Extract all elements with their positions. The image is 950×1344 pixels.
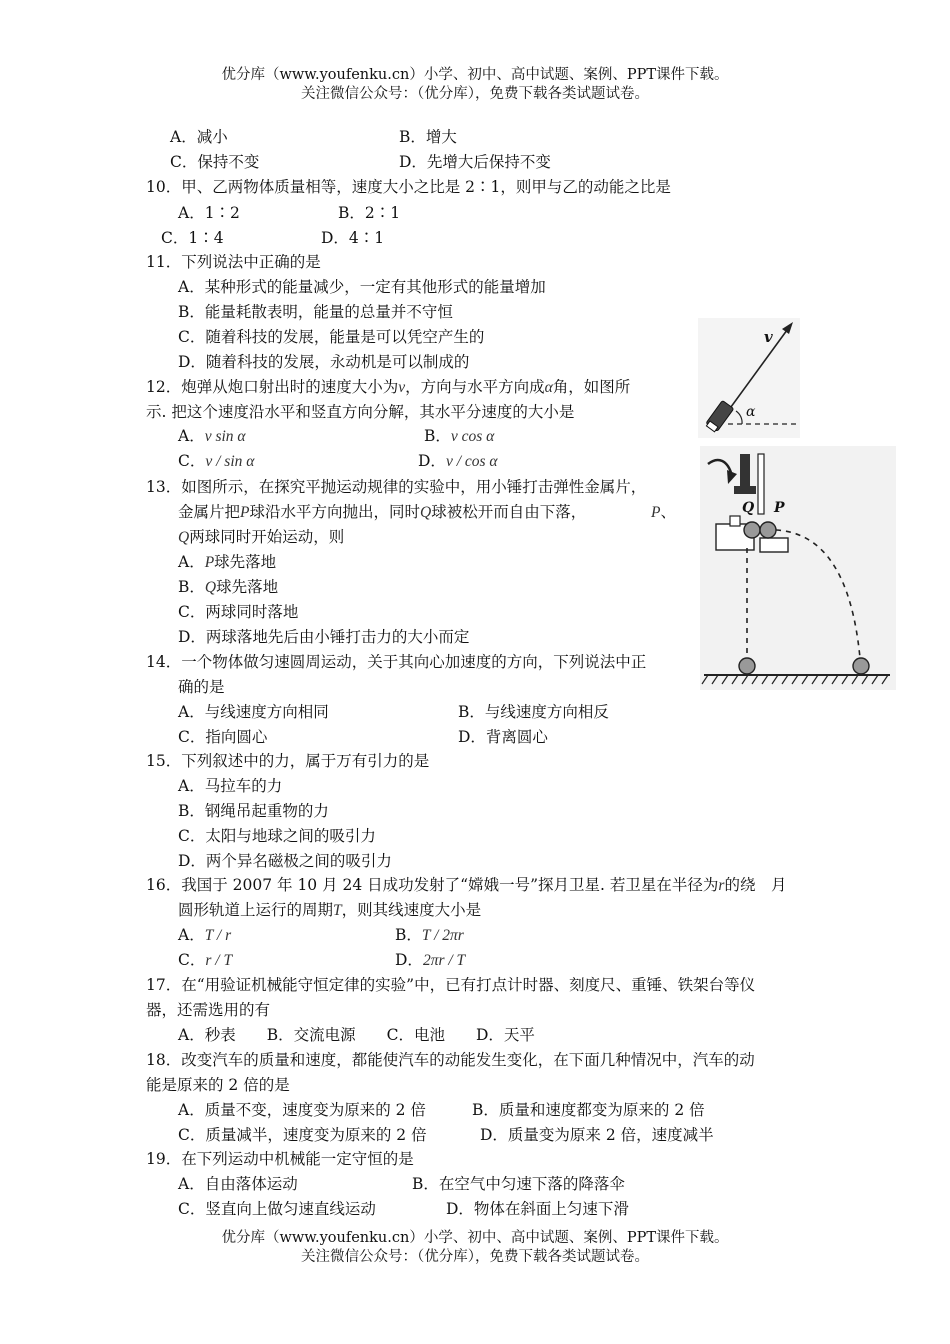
q15-option-c: C．太阳与地球之间的吸引力 [178,827,376,845]
q16-stem-part4: ，则其线速度大小是 [341,901,482,919]
q12-option-b-math: v cos α [450,428,495,445]
q16-option-a [178,925,231,946]
q12-stem-part2: ，方向与水平方向成 [405,378,545,396]
q12-option-d-math: v / cos α [445,453,498,470]
footer-line-2: 关注微信公众号：（优分库），免费下载各类试题试卷。 [301,1249,649,1265]
footer-line-1: 优分库（www.youfenku.cn）小学、初中、高中试题、案例、PPT课件下载。 [221,1230,729,1246]
q13-option-c: C．两球同时落地 [178,603,299,621]
ball-p-icon [760,522,776,538]
q16-option-b-label: B． [395,926,422,944]
figure-background [700,446,896,690]
q13-option-b-var: Q [204,579,217,596]
q9-option-b: B．增大 [399,128,457,146]
q16-option-c-math: r / T [205,952,233,969]
q16-option-c [178,950,232,971]
q16-var-r: r [718,877,725,894]
q14-option-d: D．背离圆心 [458,728,548,746]
q10-option-a: A．1∶2 [178,204,240,222]
q18-option-d: D．质量变为原来 2 倍，速度减半 [480,1126,714,1144]
q13-option-a-var: P [204,554,215,571]
q19-stem: 19．在下列运动中机械能一定守恒的是 [146,1150,414,1168]
q16-option-c-label: C． [178,951,206,969]
q19-option-c: C．竖直向上做匀速直线运动 [178,1200,376,1218]
q10-option-b: B．2∶1 [338,204,401,222]
q13-option-a-label: A． [178,553,205,571]
q13-option-b [178,577,278,598]
support-stand-right [760,538,788,552]
q10-option-d: D．4∶1 [321,229,385,247]
q13-var-p: P [240,504,250,521]
q14-option-a: A．与线速度方向相同 [178,703,329,721]
q13-stem-line3 [178,527,344,548]
q9-option-a: A．减小 [170,128,228,146]
q13-var-p-2: P [651,504,661,521]
page-footer [0,1229,950,1267]
q19-option-b: B．在空气中匀速下落的降落伞 [412,1175,625,1193]
q13-stem-part2: 球沿水平方向抛出，同时 [249,503,420,521]
q14-option-b: B．与线速度方向相反 [458,703,609,721]
q11-option-b: B．能量耗散表明，能量的总量并不守恒 [178,303,453,321]
ball-q-label: Q [742,500,755,516]
q18-stem-line1: 18．改变汽车的质量和速度，都能使汽车的动能发生变化，在下面几种情况中，汽车的动 [146,1051,755,1069]
header-line-2: 关注微信公众号：（优分库），免费下载各类试题试卷。 [301,86,649,102]
q12-option-a-label: A． [178,427,205,445]
q16-option-a-label: A． [178,926,205,944]
q16-option-d-math: 2πr / T [422,952,466,969]
q19-option-d: D．物体在斜面上匀速下滑 [446,1200,629,1218]
page-header [0,66,950,104]
hammer-icon [740,454,750,490]
q12-option-a-math: v sin α [204,428,246,445]
q11-option-a: A．某种形式的能量减少，一定有其他形式的能量增加 [178,278,546,296]
ball-q-icon [744,522,760,538]
q16-option-d [395,950,465,971]
q16-stem-part3: 圆形轨道上运行的周期 [178,901,334,919]
ball-p-landed-icon [853,658,869,674]
q13-stem-pq [651,502,676,523]
q13-stem-part3: 球被松开而自由下落， [431,503,587,521]
projectile-experiment-figure [700,446,896,690]
q12-var-v: v [398,379,406,396]
q12-option-d [418,451,498,472]
q11-option-d: D．随着科技的发展，永动机是可以制成的 [178,353,470,371]
q16-var-t: T [333,902,342,919]
q13-option-a [178,552,276,573]
q16-option-a-math: T / r [204,927,232,944]
q15-stem: 15．下列叙述中的力，属于万有引力的是 [146,752,430,770]
q11-option-c: C．随着科技的发展，能量是可以凭空产生的 [178,328,485,346]
q16-option-d-label: D． [395,951,423,969]
q13-option-b-label: B． [178,578,205,596]
q18-option-a: A．质量不变，速度变为原来的 2 倍 [178,1101,426,1119]
q12-option-b [424,426,494,447]
stand-post [730,516,740,526]
q9-option-c: C．保持不变 [170,153,260,171]
q13-stem-part1: 金属片把 [178,503,241,521]
q13-stem-line1: 13．如图所示，在探究平抛运动规律的实验中，用小锤打击弹性金属片， [146,478,647,496]
q12-stem-part3: 角，如图所 [552,378,631,396]
q12-option-a [178,426,246,447]
q17-stem-line1: 17．在“用验证机械能守恒定律的实验”中，已有打点计时器、刻度尺、重锤、铁架台等仪 [146,976,756,994]
q15-option-d: D．两个异名磁极之间的吸引力 [178,852,392,870]
q12-option-c [178,451,254,472]
ball-q-landed-icon [739,658,755,674]
q16-stem-line1 [146,875,786,896]
q13-var-q-2: Q [178,529,190,546]
q10-option-c: C．1∶4 [161,229,224,247]
q12-option-d-label: D． [418,452,446,470]
q13-option-a-text: 球先落地 [214,553,277,571]
velocity-label: v [764,328,773,346]
metal-strip [758,454,764,514]
q16-stem-line2 [178,900,481,921]
q13-option-d: D．两球落地先后由小锤打击力的大小而定 [178,628,470,646]
q13-stem-part4: 两球同时开始运动，则 [189,528,345,546]
q13-option-b-text: 球先落地 [216,578,279,596]
q14-stem-line2: 确的是 [178,678,225,696]
q12-stem-part1: 12．炮弹从炮口射出时的速度大小为 [146,378,399,396]
q13-stem-separator: 、 [660,503,676,521]
q12-option-c-math: v / sin α [205,453,255,470]
q12-option-c-label: C． [178,452,206,470]
angle-label: α [746,404,756,420]
q16-stem-part2: 的绕 月 [724,876,787,894]
q15-option-a: A．马拉车的力 [178,777,283,795]
q16-option-b [395,925,464,946]
q17-stem-line2: 器，还需选用的有 [146,1001,271,1019]
q18-stem-line2: 能是原来的 2 倍的是 [146,1076,290,1094]
hammer-head [734,486,756,494]
q12-stem-line2: 示. 把这个速度沿水平和竖直方向分解，其水平分速度的大小是 [146,403,575,421]
q12-var-alpha: α [544,379,553,396]
q17-options: A．秒表 B．交流电源 C．电池 D．天平 [178,1026,535,1044]
ball-p-label: P [774,500,785,516]
q15-option-b: B．钢绳吊起重物的力 [178,802,329,820]
q13-var-q: Q [420,504,432,521]
q19-option-a: A．自由落体运动 [178,1175,298,1193]
q11-stem: 11．下列说法中正确的是 [146,253,321,271]
q18-option-c: C．质量减半，速度变为原来的 2 倍 [178,1126,427,1144]
q18-option-b: B．质量和速度都变为原来的 2 倍 [472,1101,705,1119]
q12-option-b-label: B． [424,427,451,445]
q14-stem-line1: 14．一个物体做匀速圆周运动，关于其向心加速度的方向，下列说法中正 [146,653,647,671]
q14-option-c: C．指向圆心 [178,728,268,746]
header-line-1: 优分库（www.youfenku.cn）小学、初中、高中试题、案例、PPT课件下载。 [221,67,729,83]
q10-stem: 10．甲、乙两物体质量相等，速度大小之比是 2∶1，则甲与乙的动能之比是 [146,178,671,196]
q13-stem-line2 [178,502,586,523]
q16-stem-part1: 16．我国于 2007 年 10 月 24 日成功发射了“嫦娥一号”探月卫星. 若卫星在半径为 [146,876,719,894]
cannon-velocity-figure [698,318,800,438]
q12-stem [146,377,630,398]
q9-option-d: D．先增大后保持不变 [399,153,551,171]
q16-option-b-math: T / 2πr [421,927,464,944]
